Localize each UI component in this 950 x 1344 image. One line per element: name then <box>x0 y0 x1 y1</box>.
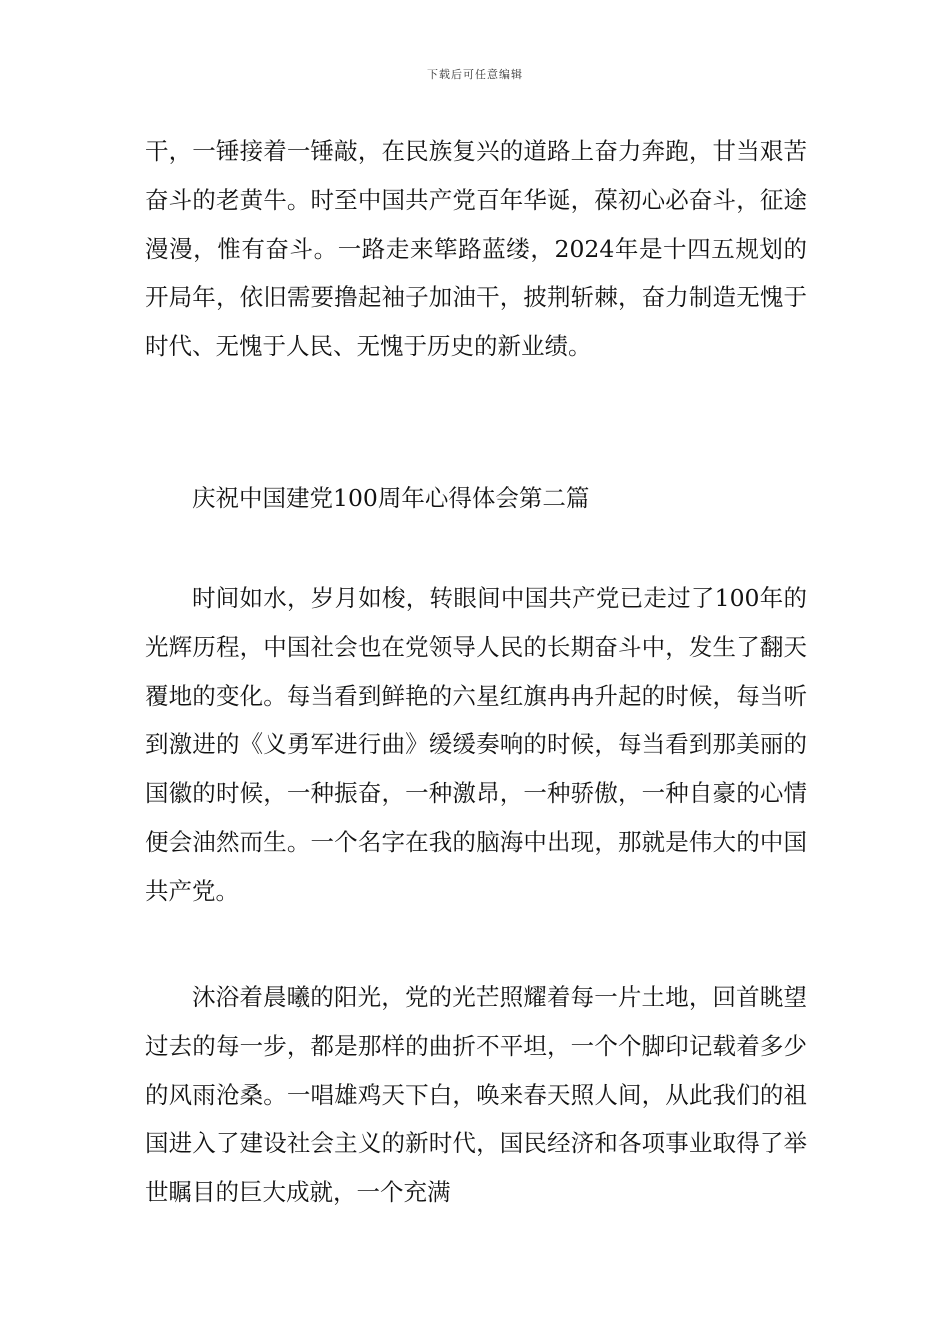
section-heading: 庆祝中国建党100周年心得体会第二篇 <box>192 484 590 512</box>
paragraph-2: 时间如水，岁月如梭，转眼间中国共产党已走过了100年的光辉历程，中国社会也在党领导人民的长期奋斗中，发生了翻天覆地的变化。每当看到鲜艳的六星红旗冉冉升起的时候，每当听到激进的《义勇军进行曲》缓缓奏响的时候，每当看到那美丽的国徽的时候，一种振奋，一种激昂，一种骄傲，一种自豪的心情便会油然而生。一个名字在我的脑海中出现，那就是伟大的中国共产党。 <box>145 584 807 905</box>
paragraph-1: 干，一锤接着一锤敲，在民族复兴的道路上奋力奔跑，甘当艰苦奋斗的老黄牛。时至中国共产党百年华诞，葆初心必奋斗，征途漫漫，惟有奋斗。一路走来筚路蓝缕，2024年是十四五规划的开局年，依旧需要撸起袖子加油干，披荆斩棘，奋力制造无愧于时代、无愧于人民、无愧于历史的新业绩。 <box>145 137 807 361</box>
page-header: 下载后可任意编辑 <box>427 68 523 81</box>
paragraph-3: 沐浴着晨曦的阳光，党的光芒照耀着每一片土地，回首眺望过去的每一步，都是那样的曲折不平坦，一个个脚印记载着多少的风雨沧桑。一唱雄鸡天下白，唤来春天照人间，从此我们的祖国进入了建设社会主义的新时代，国民经济和各项事业取得了举世瞩目的巨大成就，一个充满 <box>145 983 807 1207</box>
